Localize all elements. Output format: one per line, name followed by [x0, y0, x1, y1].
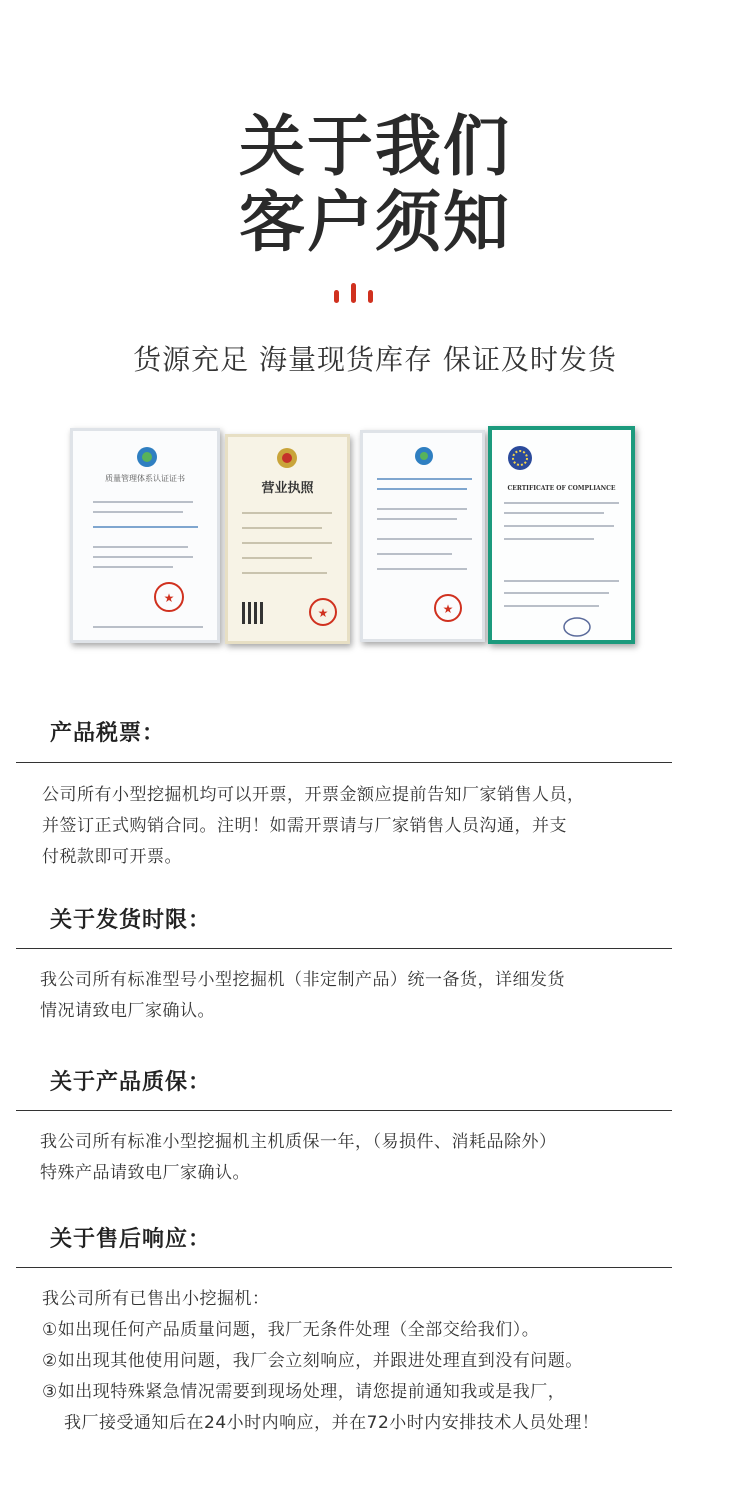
section-divider: [16, 1110, 672, 1111]
section-divider: [16, 1267, 672, 1268]
cert-title: 质量管理体系认证证书: [105, 474, 185, 483]
section-divider: [16, 762, 672, 763]
cert-title: CERTIFICATE OF COMPLIANCE: [507, 485, 616, 492]
body-line: 公司所有小型挖掘机均可以开票，开票金额应提前告知厂家销售人员，: [42, 785, 585, 805]
qr-code-icon: [242, 602, 264, 624]
body-line: ①如出现任何产品质量问题，我厂无条件处理（全部交给我们）。: [42, 1320, 540, 1340]
body-line: ②如出现其他使用问题，我厂会立刻响应，并跟进处理直到没有问题。: [42, 1351, 583, 1371]
svg-text:★: ★: [442, 602, 454, 616]
body-line: 我公司所有标准型号小型挖掘机（非定制产品）统一备货，详细发货: [40, 970, 565, 990]
seal-icon: [433, 593, 463, 623]
ce-certificate: [488, 426, 635, 644]
section-body-after-sales: [42, 1284, 662, 1439]
section-title-warranty: 关于产品质保：: [50, 1070, 212, 1095]
section-title-invoice: 产品税票：: [50, 721, 166, 746]
section-title-delivery: 关于发货时限：: [50, 908, 212, 933]
body-line: 付税款即可开票。: [42, 847, 182, 867]
section-body-invoice: [42, 780, 662, 873]
section-body-delivery: [40, 965, 660, 1027]
body-line: 并签订正式购销合同。注明！如需开票请与厂家销售人员沟通，并支: [42, 816, 567, 836]
decorative-bars: [334, 283, 384, 303]
certificates-gallery: [70, 420, 635, 650]
body-line: 我公司所有标准小型挖掘机主机质保一年，（易损件、消耗品除外）: [40, 1132, 557, 1152]
body-line: ③如出现特殊紧急情况需要到现场处理，请您提前通知我或是我厂，: [42, 1382, 566, 1402]
seal-icon: [153, 581, 185, 613]
svg-text:★: ★: [163, 591, 175, 605]
page-title-line2: 客户须知: [239, 184, 511, 261]
environment-management-cert: [360, 430, 485, 642]
cert-logo-icon: [413, 445, 435, 467]
body-line: 我厂接受通知后在24小时内响应，并在72小时内安排技术人员处理！: [64, 1413, 600, 1433]
quality-management-cert: [70, 428, 220, 643]
seal-icon: [308, 597, 338, 627]
body-line: 特殊产品请致电厂家确认。: [40, 1163, 250, 1183]
signature-stamp-icon: [562, 615, 592, 639]
cert-logo-icon: [135, 445, 159, 469]
section-divider: [16, 948, 672, 949]
business-license: [225, 434, 350, 644]
body-line: 情况请致电厂家确认。: [40, 1001, 215, 1021]
svg-text:★: ★: [317, 606, 329, 620]
page-subtitle: 货源充足 海量现货库存 保证及时发货: [133, 343, 617, 376]
section-body-warranty: [40, 1127, 660, 1189]
body-line: 我公司所有已售出小挖掘机：: [42, 1289, 270, 1309]
cert-title: 营业执照: [261, 481, 314, 496]
national-emblem-icon: [276, 447, 298, 469]
page-title-line1: 关于我们: [239, 108, 511, 185]
section-title-after-sales: 关于售后响应：: [50, 1227, 212, 1252]
eu-stars-icon: [506, 444, 534, 472]
